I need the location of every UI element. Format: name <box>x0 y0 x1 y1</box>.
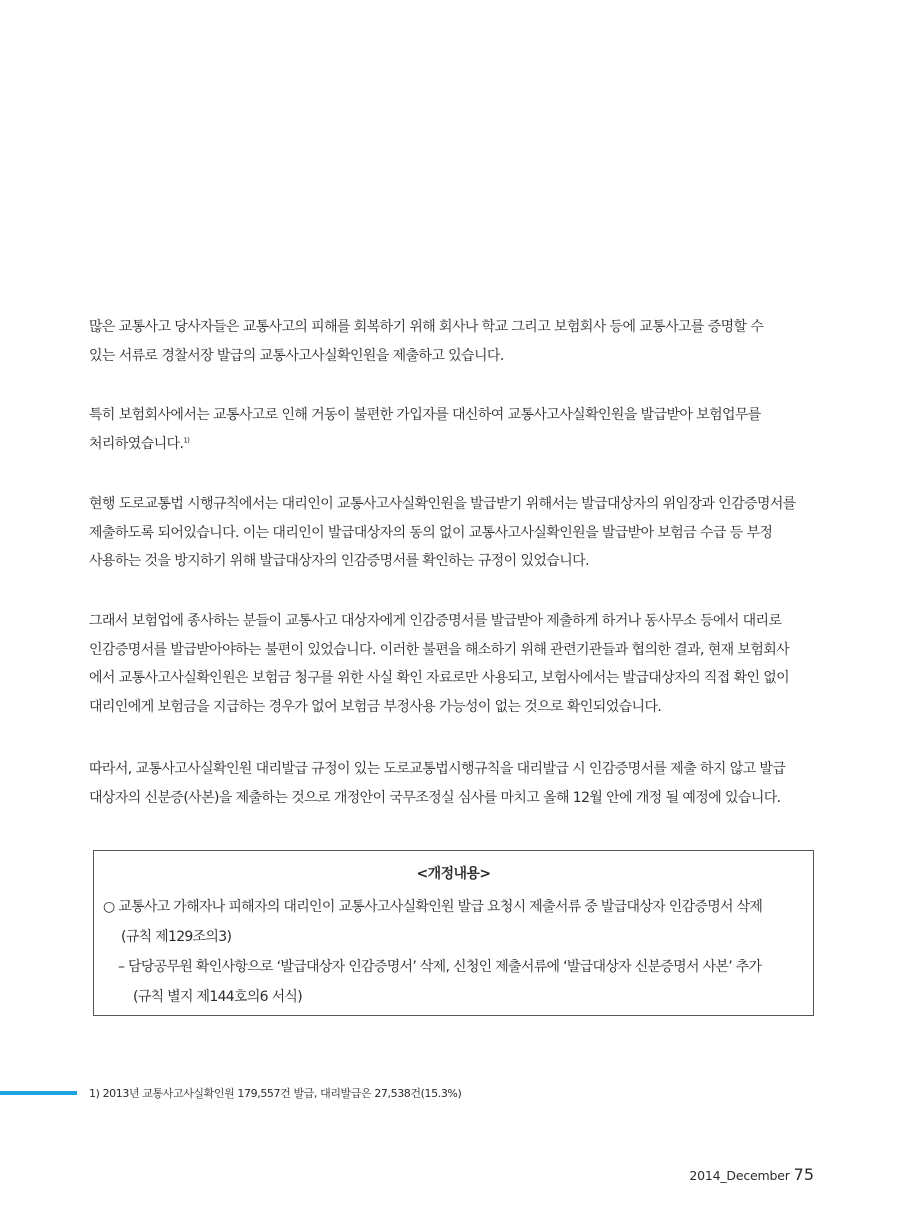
paragraph-text: 처리하였습니다. <box>89 435 184 452</box>
paragraph-line-with-footnote <box>89 430 813 459</box>
paragraph-line: 제출하도록 되어있습니다. 이는 대리인이 발급대상자의 동의 없이 교통사고사실확인원을 발급받아 보험금 수급 등 부정 <box>89 524 773 541</box>
body-paragraph <box>89 313 813 370</box>
paragraph-line: 대리인에게 보험금을 지급하는 경우가 없어 보험금 부정사용 가능성이 없는 것으로 확인되었습니다. <box>89 698 662 715</box>
paragraph-line: 있는 서류로 경찰서장 발급의 교통사고사실확인원을 제출하고 있습니다. <box>89 347 504 364</box>
paragraph-line: 그래서 보험업에 종사하는 분들이 교통사고 대상자에게 인감증명서를 발급받아 제출하게 하거나 동사무소 등에서 대리로 <box>89 613 782 629</box>
body-paragraph <box>89 401 813 458</box>
amendment-subitem-reference: (규칙 별지 제144호의6 서식) <box>133 989 303 1005</box>
paragraph-line: 따라서, 교통사고사실확인원 대리발급 규정이 있는 도로교통법시행규칙을 대리발급 시 인감증명서를 제출 하지 않고 발급 <box>89 761 786 777</box>
body-paragraph <box>89 490 813 576</box>
page-footer <box>689 1165 814 1184</box>
paragraph-line: 인감증명서를 발급받아야하는 불편이 있었습니다. 이러한 불편을 해소하기 위해 관련기관들과 협의한 결과, 현재 보험회사 <box>89 641 790 658</box>
amendment-box-title: <개정내용> <box>416 866 491 882</box>
amendment-box <box>93 850 814 1016</box>
footnote: 1) 2013년 교통사고사실확인원 179,557건 발급, 대리발급은 27,538건(15.3%) <box>89 1087 462 1100</box>
page-number: 75 <box>793 1165 814 1184</box>
paragraph-line: 특히 보험회사에서는 교통사고로 인해 거동이 불편한 가입자를 대신하여 교통사고사실확인원을 발급받아 보험업무를 <box>89 407 761 423</box>
paragraph-line: 현행 도로교통법 시행규칙에서는 대리인이 교통사고사실확인원을 발급받기 위해서는 발급대상자의 위임장과 인감증명서를 <box>89 496 796 512</box>
paragraph-line: 사용하는 것을 방지하기 위해 발급대상자의 인감증명서를 확인하는 규정이 있었습니다. <box>89 553 589 569</box>
issue-label: 2014_December <box>689 1168 790 1183</box>
footnote-accent-bar <box>0 1091 77 1095</box>
paragraph-line: 많은 교통사고 당사자들은 교통사고의 피해를 회복하기 위해 회사나 학교 그리고 보험회사 등에 교통사고를 증명할 수 <box>89 319 764 335</box>
amendment-item: ○ 교통사고 가해자나 피해자의 대리인이 교통사고사실확인원 발급 요청시 제출서류 중 발급대상자 인감증명서 삭제 <box>103 899 763 915</box>
body-paragraph <box>89 607 813 721</box>
amendment-subitem: – 담당공무원 확인사항으로 ‘발급대상자 인감증명서’ 삭제, 신청인 제출서류에 ‘발급대상자 신분증명서 사본’ 추가 <box>118 959 762 975</box>
paragraph-line: 대상자의 신분증(사본)을 제출하는 것으로 개정안이 국무조정실 심사를 마치고 올해 12월 안에 개정 될 예정에 있습니다. <box>89 789 781 806</box>
body-paragraph <box>89 755 813 812</box>
footnote-reference: 1) <box>183 435 190 444</box>
paragraph-line: 에서 교통사고사실확인원은 보험금 청구를 위한 사실 확인 자료로만 사용되고, 보험사에서는 발급대상자의 직접 확인 없이 <box>89 670 790 686</box>
amendment-item-reference: (규칙 제129조의3) <box>121 929 232 945</box>
